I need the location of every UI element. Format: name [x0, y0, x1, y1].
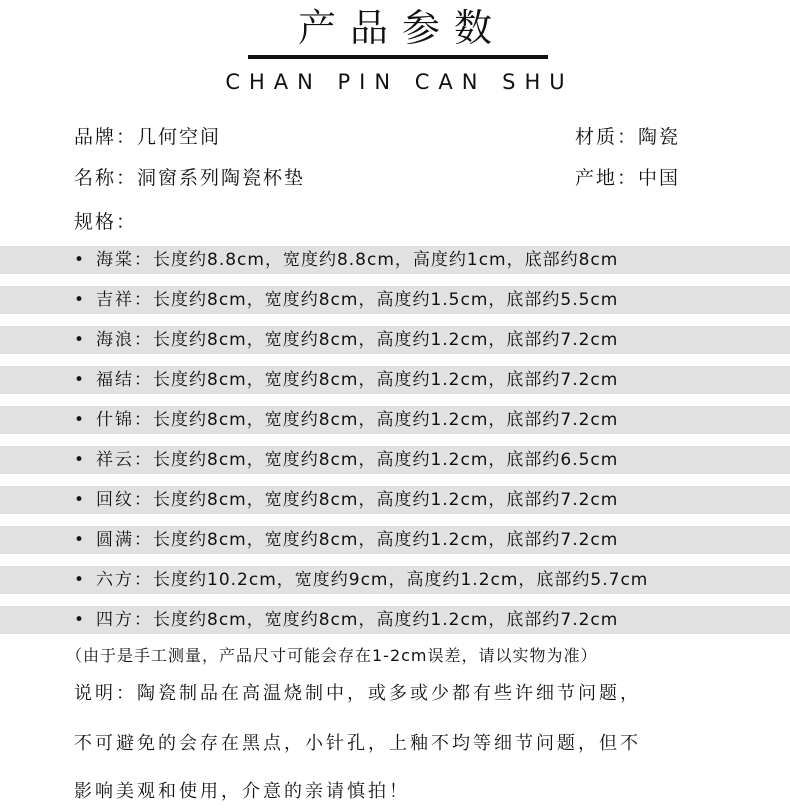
- spec-detail: 长度约8cm，宽度约8cm，高度约1.5cm，底部约5.5cm: [153, 290, 619, 310]
- spec-detail: 长度约8cm，宽度约8cm，高度约1.2cm，底部约7.2cm: [153, 530, 619, 550]
- origin-info: 产地：中国: [575, 167, 681, 189]
- spec-detail: 长度约8cm，宽度约8cm，高度约1.2cm，底部约6.5cm: [153, 450, 619, 470]
- spec-row: [0, 606, 790, 634]
- spec-list: [0, 246, 790, 646]
- spec-row: [0, 366, 790, 394]
- spec-detail: 长度约8cm，宽度约8cm，高度约1.2cm，底部约7.2cm: [153, 610, 619, 630]
- bullet-icon: •: [74, 370, 86, 390]
- brand-info: 品牌：几何空间: [74, 126, 222, 148]
- material-info: 材质：陶瓷: [575, 126, 681, 148]
- spec-name: 祥云：: [96, 450, 153, 470]
- bullet-icon: •: [74, 450, 86, 470]
- spec-name: 海浪：: [96, 330, 153, 350]
- spec-name: 福结：: [96, 370, 153, 390]
- spec-name: 回纹：: [96, 490, 153, 510]
- page-title: 产品参数: [297, 6, 506, 50]
- bullet-icon: •: [74, 570, 86, 590]
- bullet-icon: •: [74, 290, 86, 310]
- spec-label: 规格：: [74, 211, 138, 233]
- bullet-icon: •: [74, 250, 86, 270]
- spec-row: [0, 526, 790, 554]
- page-subtitle: CHAN PIN CAN SHU: [225, 70, 574, 94]
- spec-detail: 长度约8cm，宽度约8cm，高度约1.2cm，底部约7.2cm: [153, 370, 619, 390]
- description-line: 不可避免的会存在黑点，小针孔，上釉不均等细节问题，但不: [74, 733, 641, 754]
- bullet-icon: •: [74, 410, 86, 430]
- spec-name: 六方：: [96, 570, 153, 590]
- spec-row: [0, 326, 790, 354]
- spec-detail: 长度约8cm，宽度约8cm，高度约1.2cm，底部约7.2cm: [153, 330, 619, 350]
- bullet-icon: •: [74, 490, 86, 510]
- spec-row: [0, 446, 790, 474]
- spec-row: [0, 286, 790, 314]
- spec-detail: 长度约8cm，宽度约8cm，高度约1.2cm，底部约7.2cm: [153, 490, 619, 510]
- measurement-note: （由于是手工测量，产品尺寸可能会存在1-2cm误差，请以实物为准）: [66, 646, 598, 665]
- spec-row: [0, 566, 790, 594]
- spec-name: 圆满：: [96, 530, 153, 550]
- spec-name: 吉祥：: [96, 290, 153, 310]
- spec-detail: 长度约8.8cm，宽度约8.8cm，高度约1cm，底部约8cm: [153, 250, 619, 270]
- title-underline: [248, 55, 548, 59]
- product-name-info: 名称：洞窗系列陶瓷杯垫: [74, 167, 306, 189]
- spec-row: [0, 246, 790, 274]
- description-line: 说明：陶瓷制品在高温烧制中，或多或少都有些许细节问题，: [74, 683, 641, 704]
- bullet-icon: •: [74, 530, 86, 550]
- spec-name: 四方：: [96, 610, 153, 630]
- spec-row: [0, 486, 790, 514]
- spec-name: 海棠：: [96, 250, 153, 270]
- spec-detail: 长度约8cm，宽度约8cm，高度约1.2cm，底部约7.2cm: [153, 410, 619, 430]
- spec-name: 什锦：: [96, 410, 153, 430]
- spec-row: [0, 406, 790, 434]
- bullet-icon: •: [74, 610, 86, 630]
- bullet-icon: •: [74, 330, 86, 350]
- description-line: 影响美观和使用，介意的亲请慎拍！: [74, 781, 410, 802]
- spec-detail: 长度约10.2cm，宽度约9cm，高度约1.2cm，底部约5.7cm: [153, 570, 649, 590]
